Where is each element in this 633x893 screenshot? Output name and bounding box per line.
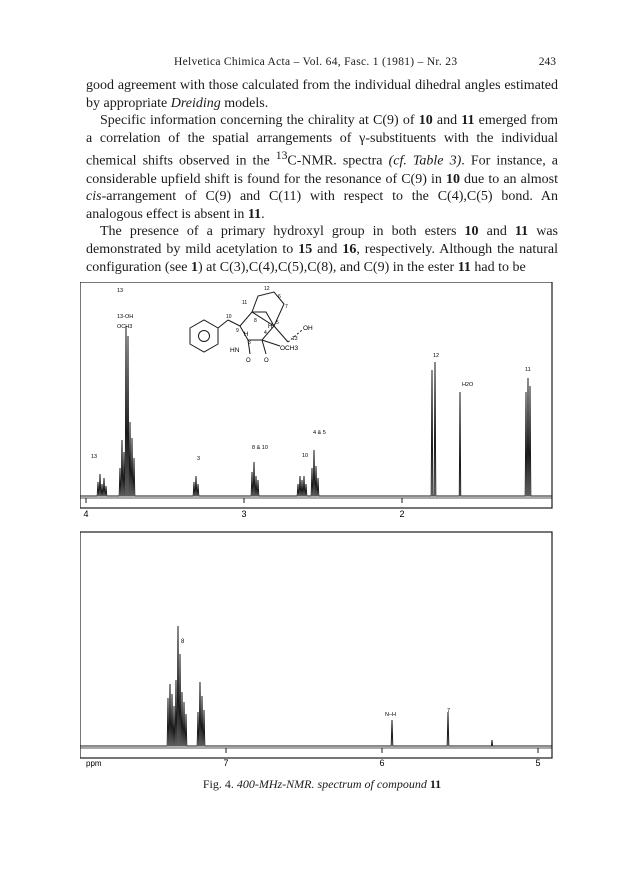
running-header xyxy=(86,56,556,72)
peak-label-13-low: 13 xyxy=(91,454,98,460)
atom-label-oh: OH xyxy=(303,325,313,332)
figure-caption xyxy=(86,777,558,792)
upper-trace xyxy=(80,326,552,496)
journal-citation: Helvetica Chimica Acta – Vol. 64, Fasc. 1 (1981) – Nr. 23 xyxy=(174,56,458,68)
bond-ester xyxy=(262,340,280,346)
peak-label-och3: OCH3 xyxy=(117,324,133,330)
atom-label-12: 12 xyxy=(264,286,270,292)
peak-label-11: 11 xyxy=(525,367,531,373)
atom-label-9: 9 xyxy=(236,328,239,334)
atom-label-5: 5 xyxy=(276,320,279,326)
peak-label-12: 12 xyxy=(433,353,440,359)
atom-label-h-1: H xyxy=(244,332,249,338)
lower-trace xyxy=(80,626,552,746)
bond-ch2-c10 xyxy=(228,320,240,326)
peak-label-10: 10 xyxy=(302,453,309,459)
atom-label-13: 13 xyxy=(292,336,298,342)
paragraph-1: good agreement with those calculated from the individual dihedral angles estimated by appropriate Dreiding models. xyxy=(86,78,558,111)
atom-label-8: 8 xyxy=(254,318,257,324)
paragraph-3: The presence of a primary hydroxyl group in both esters 10 and 11 was demonstrated by mild acetylation to 15 and 16, respectively. Although the natural configuration (see 1) at C(3),C(4),C(5),C(8), and C(9) in the ester 11 had to be xyxy=(86,224,559,275)
nmr-spectra-svg xyxy=(80,282,560,777)
atom-label-h-2: H xyxy=(268,324,273,330)
lower-axis-label-6: 6 xyxy=(379,758,385,768)
peak-label-h2o: H2O xyxy=(462,382,474,388)
upper-axis-label-4: 4 xyxy=(83,509,89,519)
atom-label-11: 11 xyxy=(242,300,248,306)
lower-axis-label-7: 7 xyxy=(223,758,229,768)
lower-frame xyxy=(80,532,552,758)
atom-label-o-2: O xyxy=(264,358,269,364)
peak-label-nh: N–H xyxy=(385,712,397,718)
paragraph-2: Specific information concerning the chirality at C(9) of 10 and 11 emerged from a correlation of the spatial arrangements of γ-substituents with the individual chemical shifts observed in the $^{13}$C-NMR. spectra (cf. Table 3). For instance, a considerable upfield shift is found for the resonance of C(9) in 10 due to an almost cis-arrangement of C(9) and C(11) with respect to the C(4),C(5) bond. An analogous effect is absent in 11. xyxy=(86,113,559,222)
caption-text: 400-MHz-NMR. spectrum of compound xyxy=(236,777,427,791)
peak-label-3: 3 xyxy=(197,456,201,462)
peak-label-8: 8 xyxy=(181,639,185,645)
atom-label-o-1: O xyxy=(246,358,251,364)
atom-label-3: 3 xyxy=(248,340,251,346)
nmr-figure xyxy=(80,282,560,782)
caption-compound: 11 xyxy=(429,777,442,791)
atom-label-hn: HN xyxy=(230,347,240,354)
bond-c5-c13 xyxy=(274,326,288,342)
lower-spectrum-panel xyxy=(80,532,552,768)
lower-axis-unit: ppm xyxy=(86,759,102,768)
peak-label-8-10: 8 & 10 xyxy=(252,445,268,451)
page-number: 243 xyxy=(538,56,556,68)
benzene-ring xyxy=(190,320,218,352)
peak-label-7: 7 xyxy=(447,708,451,714)
upper-spectrum-panel xyxy=(80,282,552,519)
body-text xyxy=(86,77,558,276)
upper-axis-label-3: 3 xyxy=(241,509,247,519)
atom-label-6: 6 xyxy=(278,294,281,300)
upper-axis-label-2: 2 xyxy=(399,509,405,519)
atom-label-4: 4 xyxy=(264,330,267,336)
aromatic-circle xyxy=(199,331,210,342)
peak-label-4-5: 4 & 5 xyxy=(313,430,326,436)
peak-label-13-oh: 13-OH xyxy=(117,314,134,320)
lower-axis-label-5: 5 xyxy=(535,758,541,768)
atom-label-10: 10 xyxy=(226,314,232,320)
caption-prefix: Fig. 4. xyxy=(202,777,234,791)
atom-label-och3: OCH3 xyxy=(280,345,299,352)
atom-label-7: 7 xyxy=(285,304,288,310)
bond-c-o-2 xyxy=(262,340,266,354)
peak-label-13-top: 13 xyxy=(117,288,124,294)
bond-ph-ch2 xyxy=(218,320,228,328)
